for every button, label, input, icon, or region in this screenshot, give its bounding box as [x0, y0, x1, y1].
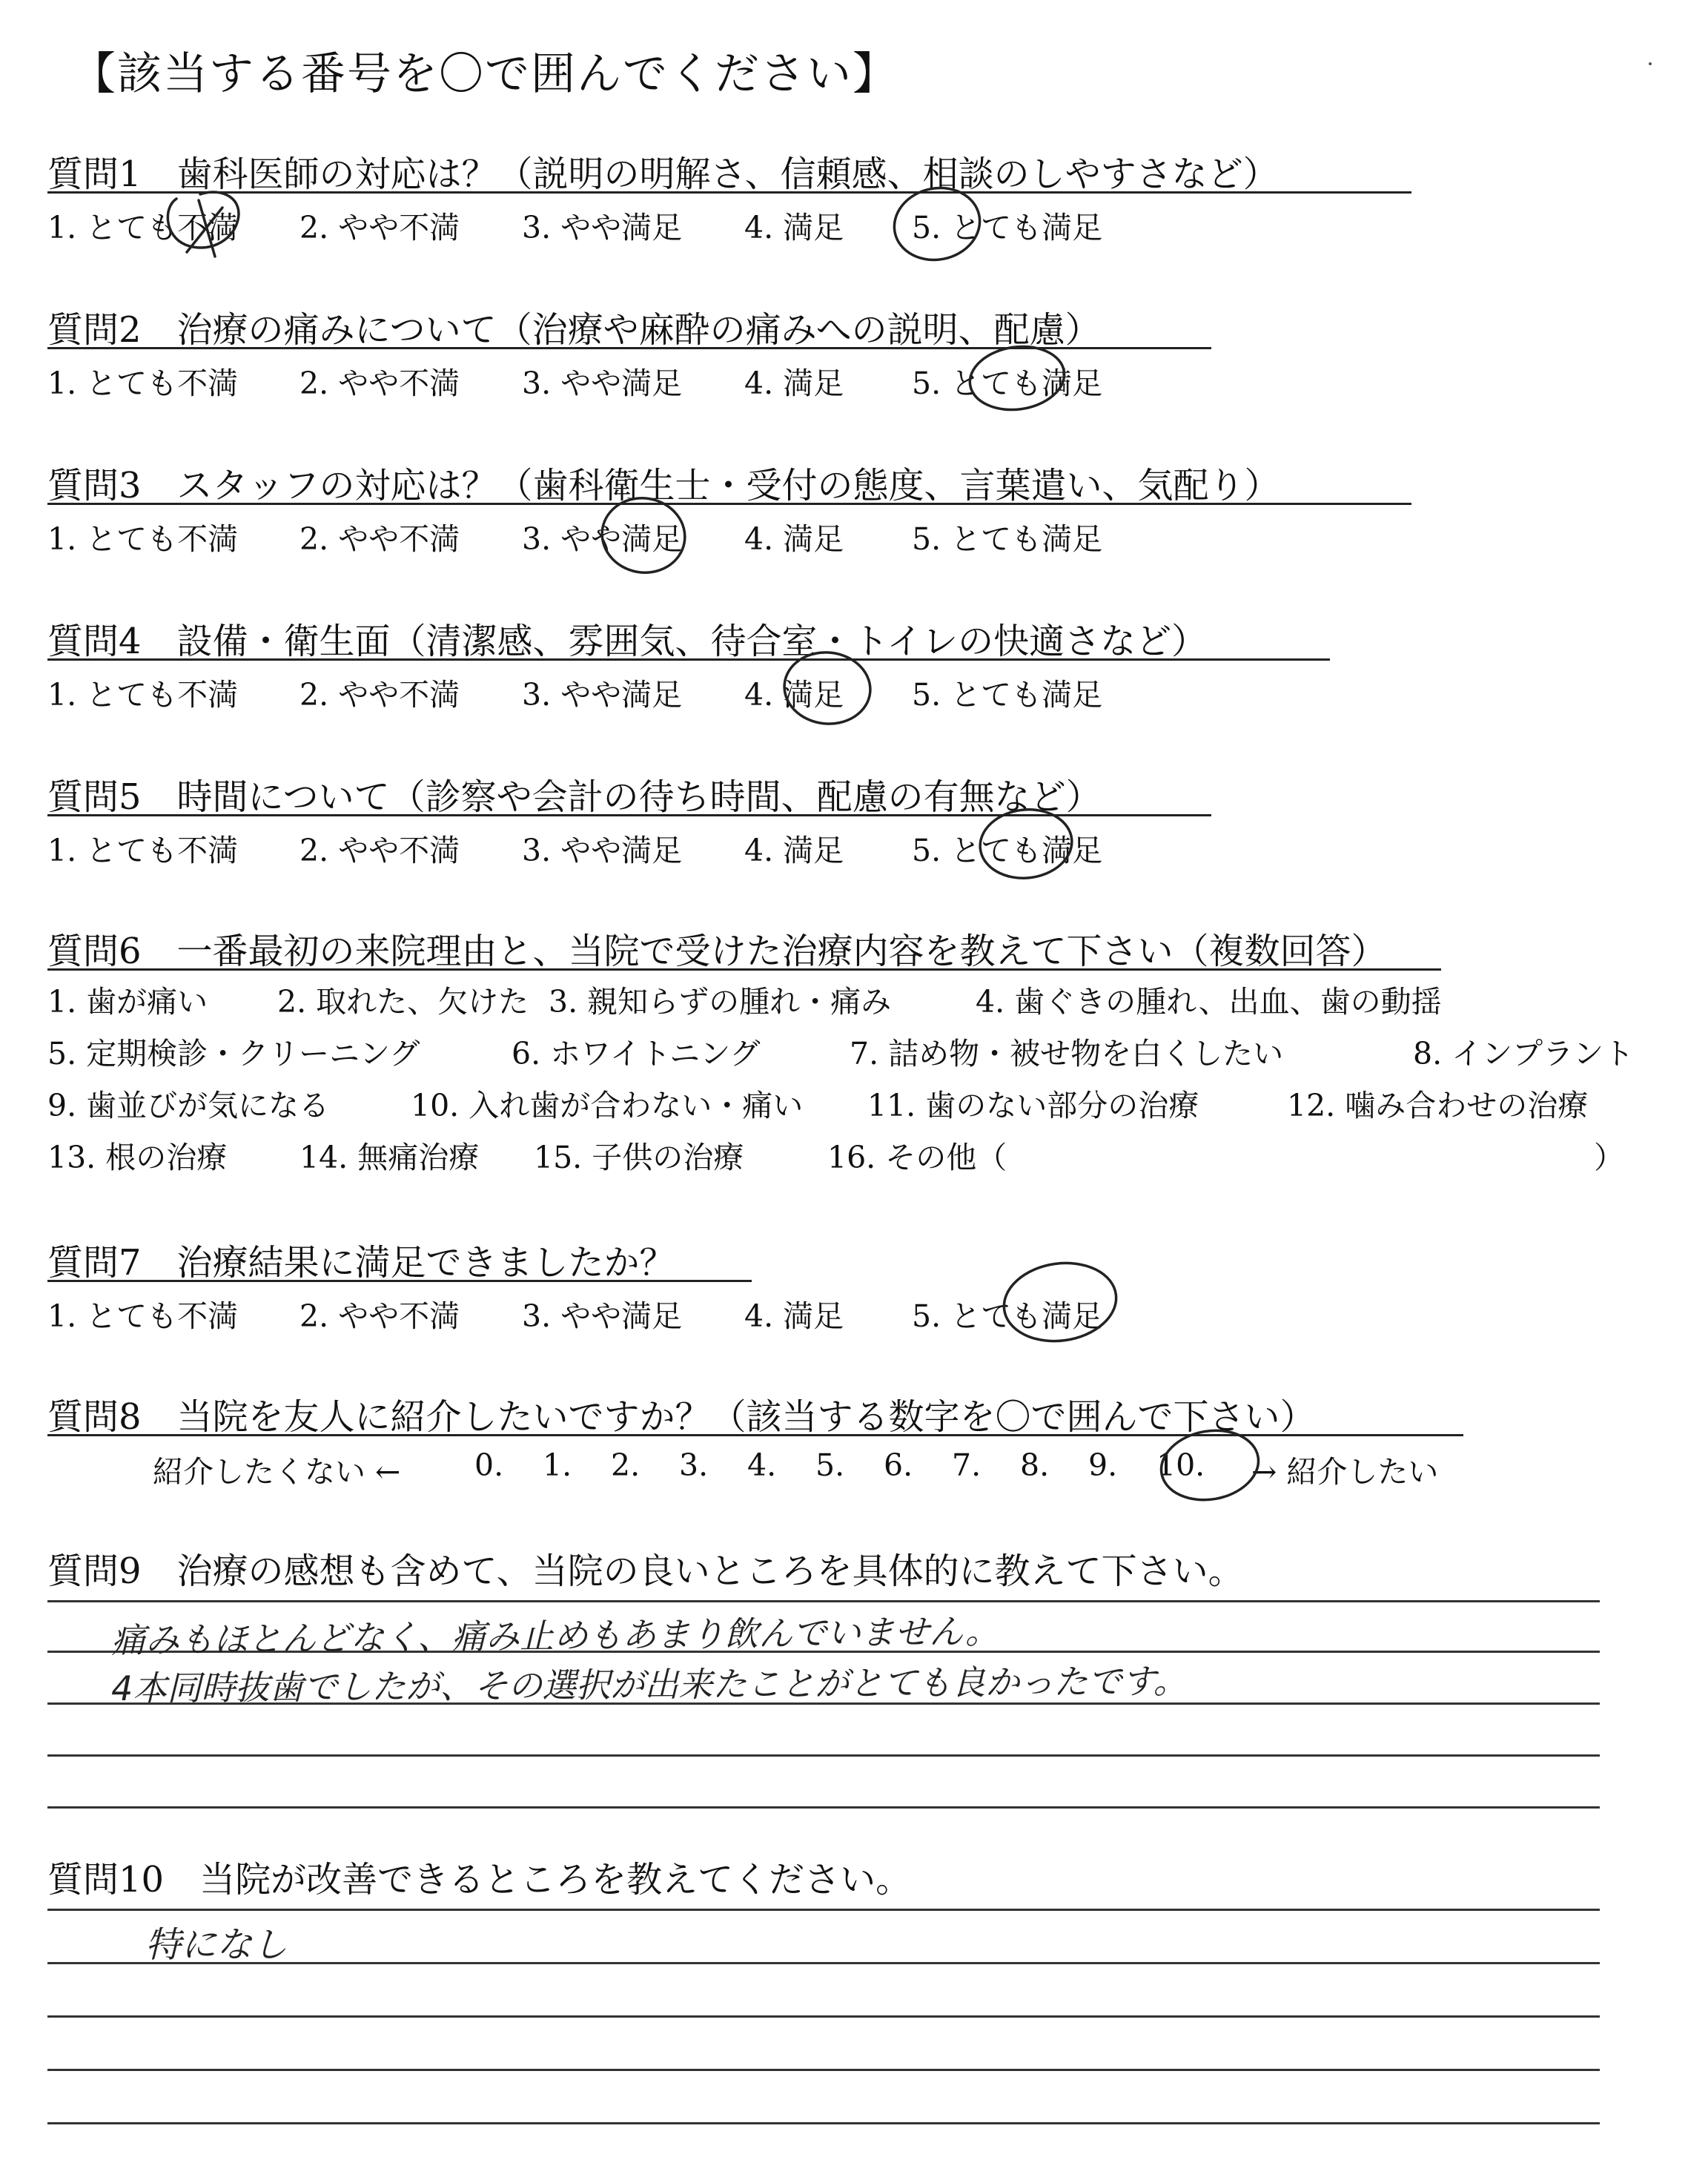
q4-option-5[interactable]: 5. とても満足 [912, 677, 1103, 713]
q9-title: 質問9 治療の感想も含めて、当院の良いところを具体的に教えて下さい。 [47, 1550, 1244, 1592]
q6-option-14[interactable]: 14. 無痛治療 [299, 1140, 480, 1175]
form-header: 【該当する番号を〇で囲んでください】 [71, 48, 898, 100]
q2-option-5[interactable]: 5. とても満足 [912, 366, 1103, 401]
q5-option-1[interactable]: 1. とても不満 [47, 833, 239, 868]
q5-title: 質問5 時間について（診察や会計の待ち時間、配慮の有無など） [47, 776, 1102, 818]
q7-option-3[interactable]: 3. やや満足 [522, 1298, 683, 1334]
q6-option-6[interactable]: 6. ホワイトニング [512, 1036, 761, 1071]
q9-answer-line-2[interactable]: 4本同時抜歯でしたが、その選択が出来たことがとても良かったです。 [110, 1660, 1188, 1709]
q6-option-9[interactable]: 9. 歯並びが気になる [47, 1088, 330, 1123]
q6-option-7[interactable]: 7. 詰め物・被せ物を白くしたい [850, 1036, 1284, 1071]
q2-option-3[interactable]: 3. やや満足 [522, 366, 683, 401]
q1-option-5[interactable]: 5. とても満足 [912, 210, 1103, 245]
q7-title: 質問7 治療結果に満足できましたか？ [47, 1242, 675, 1284]
q5-option-2[interactable]: 2. やや不満 [299, 833, 460, 868]
q8-score-4[interactable]: 4. [747, 1447, 777, 1483]
q1-option-4[interactable]: 4. 満足 [744, 210, 844, 245]
q5-option-3[interactable]: 3. やや満足 [522, 833, 683, 868]
q1-selection-circle [887, 180, 986, 268]
q1-option-2[interactable]: 2. やや不満 [299, 210, 460, 245]
q9-answer-line-1[interactable]: 痛みもほとんどなく、痛み止めもあまり飲んでいません。 [110, 1611, 1000, 1661]
q7-option-4[interactable]: 4. 満足 [744, 1298, 844, 1334]
q6-option-13[interactable]: 13. 根の治療 [47, 1140, 228, 1175]
q8-left-label: 紹介したくない ← [153, 1454, 401, 1490]
q6-option-5[interactable]: 5. 定期検診・クリーニング [47, 1036, 420, 1071]
q5-selection-circle [977, 805, 1076, 882]
q1-option-1[interactable]: 1. とても不満 [47, 210, 239, 245]
q8-score-1[interactable]: 1. [543, 1447, 572, 1483]
q6-option-15[interactable]: 15. 子供の治療 [534, 1140, 744, 1175]
q8-score-9[interactable]: 9. [1088, 1447, 1118, 1483]
q4-option-2[interactable]: 2. やや不満 [299, 677, 460, 713]
q3-option-1[interactable]: 1. とても不満 [47, 521, 239, 557]
q7-option-1[interactable]: 1. とても不満 [47, 1298, 239, 1334]
q2-title: 質問2 治療の痛みについて（治療や麻酔の痛みへの説明、配慮） [47, 309, 1101, 351]
q7-option-5[interactable]: 5. とても満足 [912, 1298, 1103, 1334]
q1-title: 質問1 歯科医師の対応は？（説明の明解さ、信頼感、相談のしやすさなど） [47, 153, 1279, 195]
q8-score-5[interactable]: 5. [815, 1447, 845, 1483]
q8-score-7[interactable]: 7. [952, 1447, 982, 1483]
q3-option-5[interactable]: 5. とても満足 [912, 521, 1103, 557]
q10-title: 質問10 当院が改善できるところを教えてください。 [47, 1859, 912, 1900]
q7-option-2[interactable]: 2. やや不満 [299, 1298, 460, 1334]
q4-option-3[interactable]: 3. やや満足 [522, 677, 683, 713]
q4-option-1[interactable]: 1. とても不満 [47, 677, 239, 713]
q6-option-4[interactable]: 4. 歯ぐきの腫れ、出血、歯の動揺 [976, 984, 1442, 1020]
q4-selection-circle [781, 648, 873, 728]
q4-title: 質問4 設備・衛生面（清潔感、雰囲気、待合室・トイレの快適さなど） [47, 621, 1208, 662]
q3-option-3[interactable]: 3. やや満足 [522, 521, 683, 557]
q2-selection-circle [966, 341, 1068, 416]
q8-score-0[interactable]: 0. [474, 1447, 504, 1483]
q8-score-10[interactable]: 10. [1156, 1447, 1205, 1483]
q3-option-2[interactable]: 2. やや不満 [299, 521, 460, 557]
q2-option-4[interactable]: 4. 満足 [744, 366, 844, 401]
q6-option-1[interactable]: 1. 歯が痛い [47, 984, 208, 1020]
q2-option-2[interactable]: 2. やや不満 [299, 366, 460, 401]
q6-option-8[interactable]: 8. インプラント [1413, 1036, 1635, 1071]
q8-score-6[interactable]: 6. [884, 1447, 913, 1483]
q1-scribble-mark [168, 192, 239, 257]
q10-answer[interactable]: 特になし [145, 1924, 288, 1966]
q7-selection-circle [999, 1256, 1122, 1348]
q8-score-3[interactable]: 3. [679, 1447, 709, 1483]
q3-option-4[interactable]: 4. 満足 [744, 521, 844, 557]
q1-option-3[interactable]: 3. やや満足 [522, 210, 683, 245]
q6-option-2[interactable]: 2. 取れた、欠けた [277, 984, 529, 1020]
q3-selection-circle [596, 492, 691, 579]
q6-option-12[interactable]: 12. 噛み合わせの治療 [1287, 1088, 1589, 1123]
q6-option-11[interactable]: 11. 歯のない部分の治療 [867, 1088, 1199, 1123]
q6-option-3[interactable]: 3. 親知らずの腫れ・痛み [549, 984, 892, 1020]
q8-title: 質問8 当院を友人に紹介したいですか？（該当する数字を〇で囲んで下さい） [47, 1396, 1316, 1438]
q6-close-paren: ） [1594, 1140, 1624, 1175]
q8-selection-circle [1156, 1423, 1264, 1507]
q6-option-10[interactable]: 10. 入れ歯が合わない・痛い [411, 1088, 804, 1123]
q5-option-5[interactable]: 5. とても満足 [912, 833, 1103, 868]
q8-right-label: → 紹介したい [1251, 1454, 1439, 1490]
q5-option-4[interactable]: 4. 満足 [744, 833, 844, 868]
q2-option-1[interactable]: 1. とても不満 [47, 366, 239, 401]
q6-option-16[interactable]: 16. その他（ [827, 1140, 1007, 1175]
q4-option-4[interactable]: 4. 満足 [744, 677, 844, 713]
q3-title: 質問3 スタッフの対応は？（歯科衛生士・受付の態度、言葉遣い、気配り） [47, 465, 1280, 506]
q8-score-8[interactable]: 8. [1020, 1447, 1050, 1483]
q8-score-2[interactable]: 2. [611, 1447, 640, 1483]
q6-title: 質問6 一番最初の来院理由と、当院で受けた治療内容を教えて下さい（複数回答） [47, 931, 1387, 972]
